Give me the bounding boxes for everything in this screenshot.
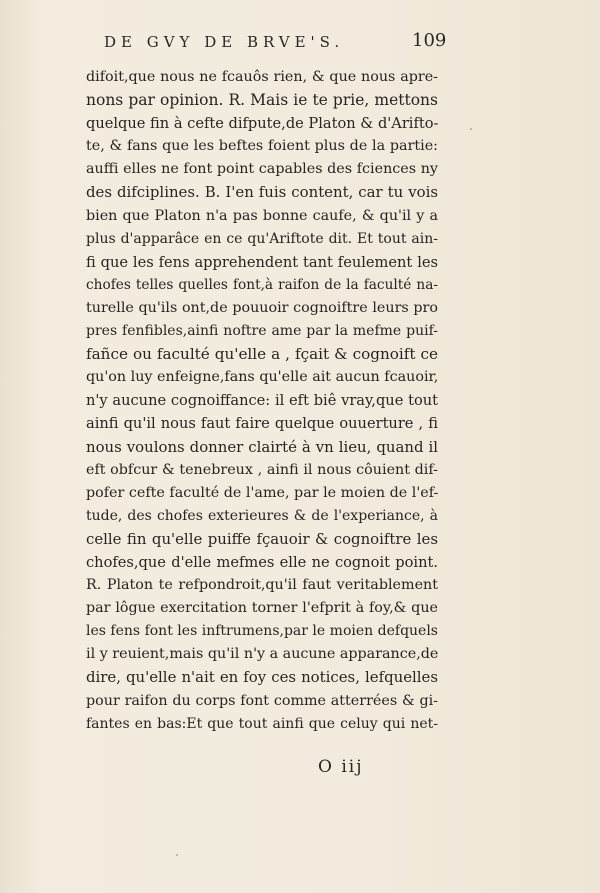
text-line: des difciplines. B. I'en fuis content, car tu vois [86, 183, 438, 202]
text-line: R. Platon te refpondroit,qu'il faut veritablement [86, 577, 438, 594]
text-line: fañce ou faculté qu'elle a , fçait & cognoift ce [86, 345, 438, 364]
text-line: il y reuient,mais qu'il n'y a aucune apparance,de [86, 646, 438, 663]
running-head: DE GVY DE BRVE'S. [104, 33, 345, 51]
text-line: celle fin qu'elle puiffe fçauoir & cognoiftre les [86, 529, 438, 548]
text-line: ainfi qu'il nous faut faire quelque ouuerture , fi [86, 415, 438, 433]
text-line: nous voulons donner clairté à vn lieu, quand il [86, 437, 438, 456]
text-line: dire, qu'elle n'ait en foy ces notices, lefquelles [86, 668, 438, 687]
text-line: n'y aucune cognoiffance: il eft biê vray,que tout [86, 392, 438, 410]
body-text [86, 66, 438, 736]
text-line: qu'on luy enfeigne,fans qu'elle ait aucun fcauoir, [86, 369, 438, 386]
text-line: bien que Platon n'a pas bonne caufe, & qu'il y a [86, 207, 438, 224]
text-line: fi que les fens apprehendent tant feulement les [86, 253, 438, 271]
page-number: 109 [412, 30, 447, 51]
text-line: plus d'apparâce en ce qu'Ariftote dit. Et tout ain- [86, 230, 438, 247]
text-line: quelque fin à cefte difpute,de Platon & d'Arifto- [86, 115, 438, 133]
text-line: difoit,que nous ne fcauôs rien, & que nous apre- [86, 69, 438, 85]
text-line: eft obfcur & tenebreux , ainfi il nous côuient dif- [86, 461, 438, 478]
text-line: nons par opinion. R. Mais ie te prie, mettons [86, 91, 438, 110]
paper-speck [470, 128, 472, 130]
text-line: te, & fans que les beftes foient plus de la partie: [86, 138, 438, 155]
paper-speck [176, 854, 178, 856]
text-line: par lôgue exercitation torner l'efprit à foy,& que [86, 600, 438, 617]
text-line: chofes telles quelles font,à raifon de la faculté na- [86, 276, 438, 293]
text-line: tude, des chofes exterieures & de l'experiance, à [86, 507, 438, 524]
text-line: pour raifon du corps font comme atterrées & gi- [86, 692, 438, 709]
signature-mark: O iij [318, 757, 364, 777]
page-header [0, 30, 600, 57]
text-line: pres fenfibles,ainfi noftre ame par la mefme puif- [86, 323, 438, 340]
text-line: auffi elles ne font point capables des fciences ny [86, 161, 438, 178]
text-line: les fens font les inftrumens,par le moien defquels [86, 623, 438, 640]
text-line: pofer cefte faculté de l'ame, par le moien de l'ef- [86, 484, 438, 501]
text-line: chofes,que d'elle mefmes elle ne cognoit point. [86, 553, 438, 571]
text-line: fantes en bas:Et que tout ainfi que celuy qui net- [86, 715, 438, 732]
text-line: turelle qu'ils ont,de pouuoir cognoiftre leurs pro [86, 299, 438, 316]
